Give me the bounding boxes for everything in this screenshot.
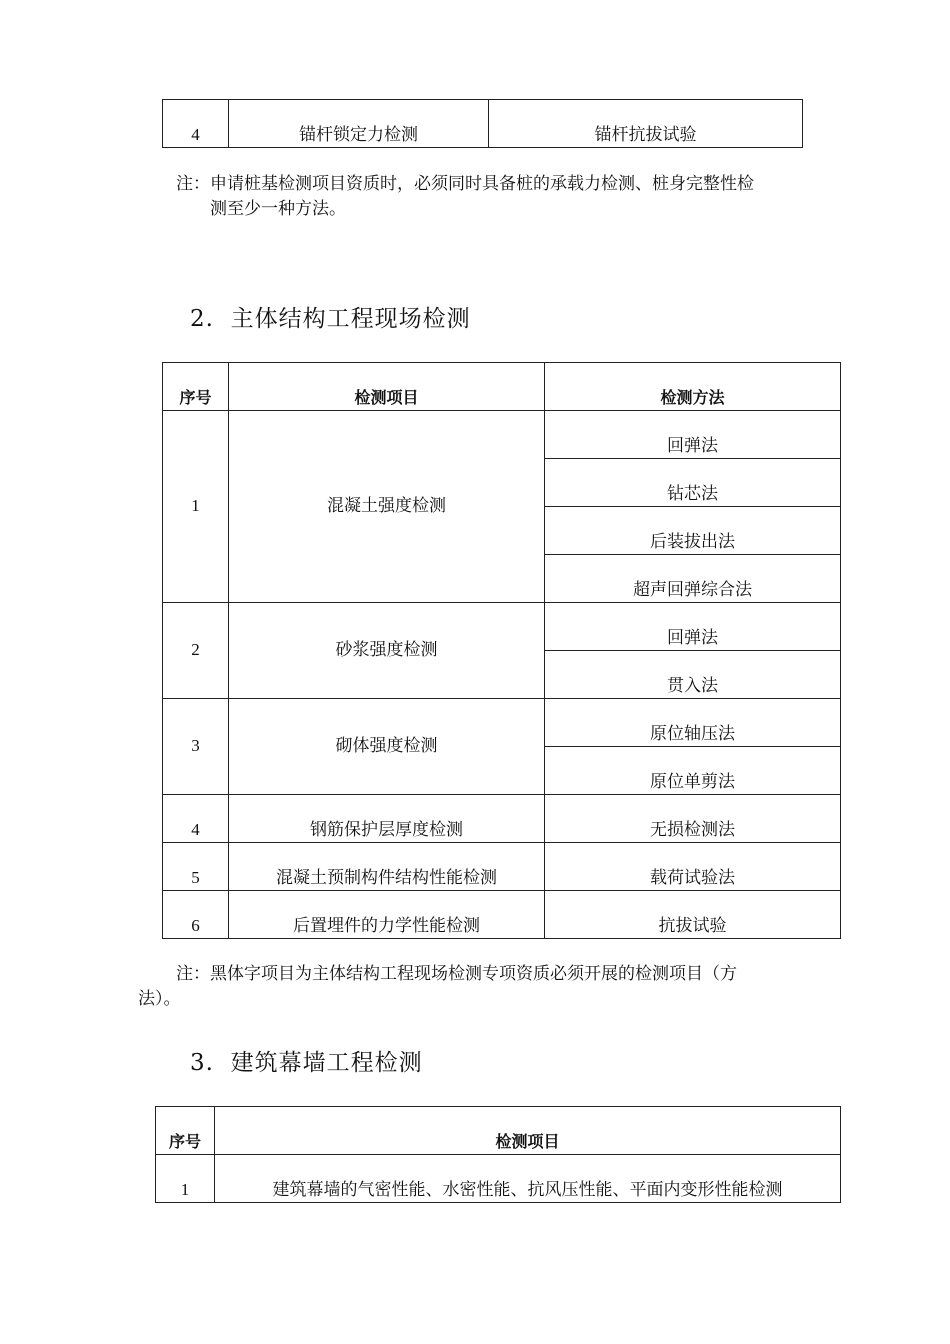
method-cell bbox=[545, 507, 841, 555]
table-pile-continuation bbox=[162, 99, 803, 148]
item-cell bbox=[229, 843, 545, 891]
table-row bbox=[163, 891, 841, 939]
method-cell bbox=[545, 843, 841, 891]
table-row bbox=[156, 1155, 841, 1203]
item-cell bbox=[229, 699, 545, 795]
item-cell bbox=[229, 795, 545, 843]
section-heading-curtain-wall: 3. 建筑幕墙工程检测 bbox=[190, 1050, 423, 1076]
method-text: 原位轴压法 bbox=[650, 724, 735, 744]
method-text: 超声回弹综合法 bbox=[633, 580, 752, 600]
method-cell bbox=[545, 603, 841, 651]
seq-cell bbox=[163, 795, 229, 843]
table-curtain-wall bbox=[155, 1106, 841, 1203]
header-seq: 序号 bbox=[163, 363, 229, 411]
table-row bbox=[163, 100, 803, 148]
seq-text: 6 bbox=[191, 916, 200, 935]
note-line: 注：黑体字项目为主体结构工程现场检测专项资质必须开展的检测项目（方 bbox=[176, 964, 737, 984]
item-text: 砂浆强度检测 bbox=[335, 639, 438, 660]
table-header-row bbox=[156, 1107, 841, 1155]
method-text: 抗拔试验 bbox=[658, 916, 727, 936]
note-line: 注：申请桩基检测项目资质时，必须同时具备桩的承载力检测、桩身完整性检 bbox=[176, 174, 754, 194]
method-text: 锚杆抗拔试验 bbox=[594, 125, 697, 145]
section-heading-structure: 2. 主体结构工程现场检测 bbox=[190, 306, 471, 332]
method-cell bbox=[545, 747, 841, 795]
item-text: 混凝土预制构件结构性能检测 bbox=[276, 868, 497, 888]
seq-text: 3 bbox=[191, 735, 200, 755]
item-text: 锚杆锁定力检测 bbox=[299, 125, 418, 145]
seq-cell: 1 bbox=[156, 1155, 215, 1203]
method-cell bbox=[489, 100, 803, 148]
seq-cell bbox=[163, 843, 229, 891]
table-row bbox=[163, 843, 841, 891]
note-structure bbox=[138, 962, 838, 1012]
item-cell: 建筑幕墙的气密性能、水密性能、抗风压性能、平面内变形性能检测 bbox=[215, 1155, 841, 1203]
table-row bbox=[163, 411, 841, 459]
method-text: 载荷试验法 bbox=[650, 868, 735, 888]
item-text: 后置埋件的力学性能检测 bbox=[293, 916, 480, 936]
table-header-row bbox=[163, 363, 841, 411]
method-text: 贯入法 bbox=[667, 676, 718, 696]
item-cell bbox=[229, 603, 545, 699]
method-text: 后装拔出法 bbox=[650, 532, 735, 552]
seq-cell bbox=[163, 603, 229, 699]
header-item: 检测项目 bbox=[229, 363, 545, 411]
method-text: 无损检测法 bbox=[650, 820, 735, 840]
item-text: 砌体强度检测 bbox=[335, 735, 438, 756]
item-cell bbox=[229, 891, 545, 939]
header-seq: 序号 bbox=[156, 1107, 215, 1155]
note-pile bbox=[176, 172, 754, 222]
seq-cell bbox=[163, 699, 229, 795]
method-text: 钻芯法 bbox=[667, 484, 718, 504]
item-cell bbox=[229, 411, 545, 603]
seq-text: 4 bbox=[191, 125, 200, 144]
table-row bbox=[163, 603, 841, 651]
seq-text: 1 bbox=[191, 495, 200, 515]
header-item: 检测项目 bbox=[215, 1107, 841, 1155]
seq-cell bbox=[163, 411, 229, 603]
seq-text: 2 bbox=[191, 639, 200, 659]
method-cell bbox=[545, 795, 841, 843]
method-cell bbox=[545, 459, 841, 507]
seq-cell bbox=[163, 891, 229, 939]
table-row bbox=[163, 795, 841, 843]
note-line: 法）。 bbox=[138, 989, 181, 1009]
table-structure-testing bbox=[162, 362, 841, 939]
method-cell bbox=[545, 411, 841, 459]
seq-text: 4 bbox=[191, 820, 200, 839]
method-cell bbox=[545, 891, 841, 939]
method-cell bbox=[545, 555, 841, 603]
item-cell bbox=[229, 100, 489, 148]
method-cell bbox=[545, 651, 841, 699]
header-method: 检测方法 bbox=[545, 363, 841, 411]
seq-text: 5 bbox=[191, 868, 200, 887]
seq-cell bbox=[163, 100, 229, 148]
method-cell bbox=[545, 699, 841, 747]
note-line: 测至少一种方法。 bbox=[210, 199, 346, 219]
method-text: 原位单剪法 bbox=[650, 772, 735, 792]
method-text: 回弹法 bbox=[667, 628, 718, 648]
item-text: 钢筋保护层厚度检测 bbox=[310, 820, 463, 840]
method-text: 回弹法 bbox=[667, 436, 718, 456]
item-text: 混凝土强度检测 bbox=[327, 495, 446, 516]
table-row bbox=[163, 699, 841, 747]
